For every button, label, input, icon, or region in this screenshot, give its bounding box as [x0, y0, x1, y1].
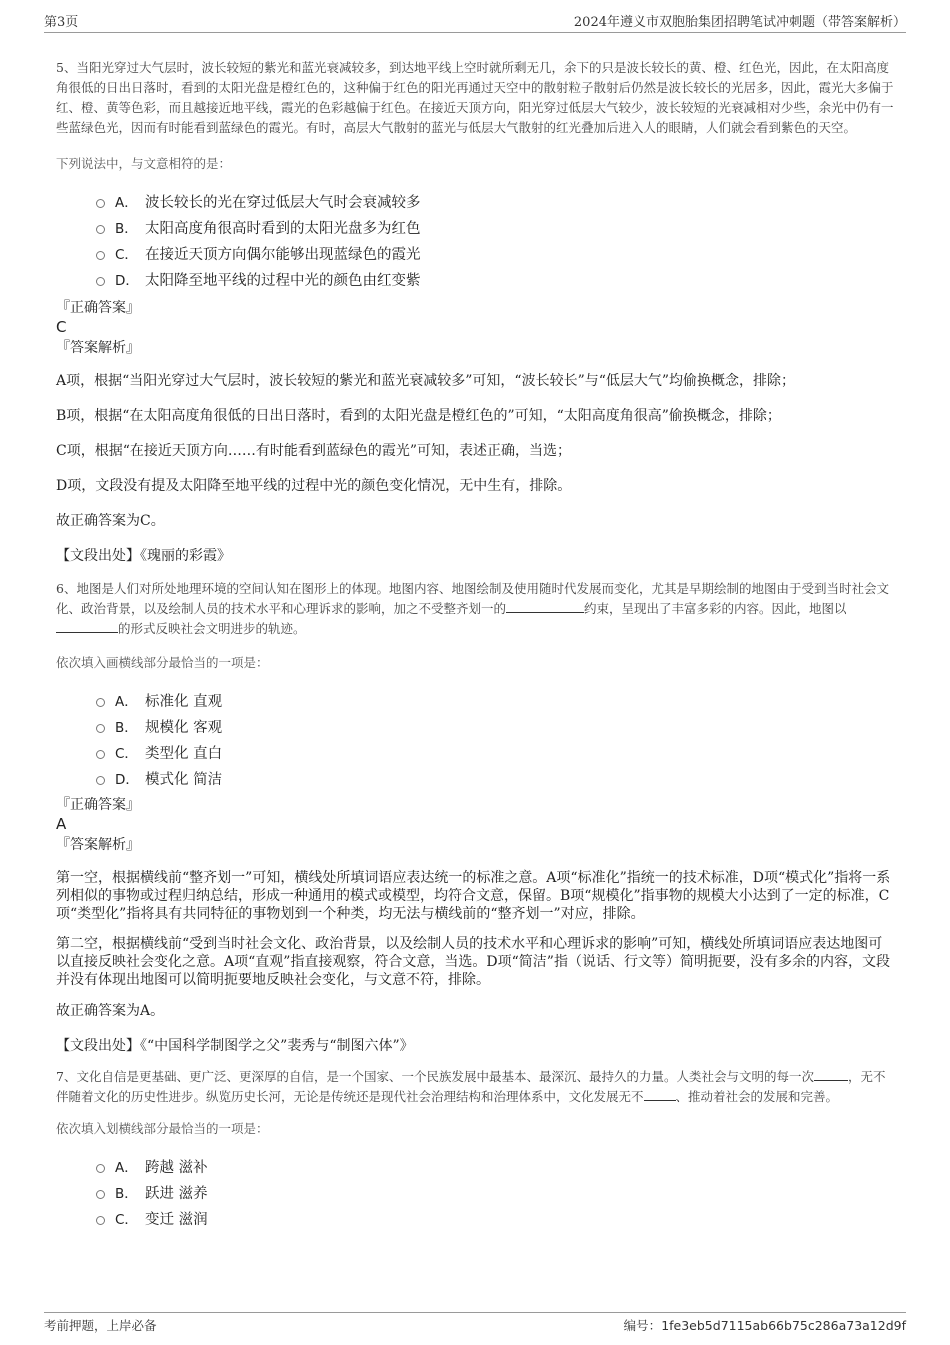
q7-passage: 7、文化自信是更基础、更广泛、更深厚的自信，是一个国家、一个民族发展中最基本、最深沉、最持久的力量。人类社会与文明的每一次 ，无不伴随着文化的历史性进步。纵览历史长河，无论是传统还是现代社会治理结构和治理体系中，文化发展无不 、推动着社会的发展和完善。: [56, 1069, 886, 1104]
q5-source: 【文段出处】《瑰丽的彩霞》: [56, 548, 231, 564]
q5-analysis-b: B项，根据“在太阳高度角很低的日出日落时，看到的太阳光盘是橙红色的”可知，“太阳高度角很高”偷换概念，排除；: [56, 408, 781, 424]
radio-icon[interactable]: [96, 251, 105, 260]
q5-option-c[interactable]: C． 在接近天顶方向偶尔能够出现蓝绿色的霞光: [96, 240, 896, 266]
q7-option-b[interactable]: B． 跃进 滋养: [96, 1179, 896, 1205]
radio-icon[interactable]: [96, 277, 105, 286]
q5-options: [96, 188, 896, 292]
q5-prompt: 下列说法中，与文意相符的是：: [56, 156, 232, 171]
q5-option-b[interactable]: B． 太阳高度角很高时看到的太阳光盘多为红色: [96, 214, 896, 240]
q5-passage: 5、当阳光穿过大气层时，波长较短的紫光和蓝光衰减较多，到达地平线上空时就所剩无几，余下的只是波长较长的黄、橙、红色光，因此，在太阳高度角很低的日出日落时，看到的太阳光盘是橙红色的，这种偏于红色的阳光再通过天空中的散射粒子散射后仍然是波长较长的光居多，因此，霞光大多偏于红、橙、黄等色彩，而且越接近地平线，霞光的色彩越偏于红色。在接近天顶方向，阳光穿过低层大气较少，波长较短的光衰减相对少些，余光中仍有一些蓝绿色光，因而有时能看到蓝绿色的霞光。有时，高层大气散射的蓝光与低层大气散射的红光叠加后进入人的眼睛，人们就会看到紫色的天空。: [56, 60, 894, 135]
q5-analysis-a: A项，根据“当阳光穿过大气层时，波长较短的紫光和蓝光衰减较多”可知，“波长较长”与“低层大气”均偷换概念，排除；: [56, 373, 796, 389]
q6-analysis-label: 『答案解析』: [56, 837, 140, 853]
q7-options: [96, 1153, 896, 1231]
radio-icon[interactable]: [96, 1164, 105, 1173]
q5-answer: C: [56, 318, 67, 336]
q6-prompt: 依次填入画横线部分最恰当的一项是：: [56, 655, 269, 670]
q6-option-a[interactable]: A． 标准化 直观: [96, 687, 896, 713]
blank-line: [644, 1088, 676, 1101]
q6-option-b[interactable]: B． 规模化 客观: [96, 713, 896, 739]
radio-icon[interactable]: [96, 225, 105, 234]
radio-icon[interactable]: [96, 698, 105, 707]
blank-line: [506, 600, 584, 613]
radio-icon[interactable]: [96, 1216, 105, 1225]
q5-analysis-label: 『答案解析』: [56, 340, 140, 356]
q5-answer-label: 『正确答案』: [56, 300, 140, 316]
q6-passage: 6、地图是人们对所处地理环境的空间认知在图形上的体现。地图内容、地图绘制及使用随时代发展而变化，尤其是早期绘制的地图由于受到当时社会文化、政治背景，以及绘制人员的技术水平和心理诉求的影响，加之不受整齐划一的 约束，呈现出了丰富多彩的内容。因此，地图以的形式反映社会文明进步的轨迹。: [56, 581, 889, 636]
q5-option-a[interactable]: A． 波长较长的光在穿过低层大气时会衰减较多: [96, 188, 896, 214]
q6-source: 【文段出处】《“中国科学制图学之父”裴秀与“制图六体”》: [56, 1038, 414, 1054]
page-header: [44, 14, 906, 33]
q6-option-c[interactable]: C． 类型化 直白: [96, 739, 896, 765]
q6-answer-label: 『正确答案』: [56, 797, 140, 813]
radio-icon[interactable]: [96, 724, 105, 733]
radio-icon[interactable]: [96, 199, 105, 208]
q6-answer: A: [56, 815, 67, 833]
document-content: [56, 58, 896, 1231]
radio-icon[interactable]: [96, 1190, 105, 1199]
blank-line: [814, 1068, 848, 1081]
q5-analysis-d: D项，文段没有提及太阳降至地平线的过程中光的颜色变化情况，无中生有，排除。: [56, 478, 572, 494]
document-title: 2024年遵义市双胞胎集团招聘笔试冲刺题（带答案解析）: [573, 15, 906, 30]
q7-option-a[interactable]: A． 跨越 滋补: [96, 1153, 896, 1179]
q7-option-c[interactable]: C． 变迁 滋润: [96, 1205, 896, 1231]
radio-icon[interactable]: [96, 750, 105, 759]
page-footer: [44, 1312, 906, 1337]
page-number: 第3页: [44, 15, 79, 30]
document-code: 编号：1fe3eb5d7115ab66b75c286a73a12d9f: [623, 1318, 906, 1333]
q6-options: [96, 687, 896, 791]
q5-conclusion: 故正确答案为C。: [56, 513, 165, 529]
radio-icon[interactable]: [96, 776, 105, 785]
footer-slogan: 考前押题，上岸必备: [44, 1318, 157, 1333]
q6-option-d[interactable]: D． 模式化 简洁: [96, 765, 896, 791]
q5-option-d[interactable]: D． 太阳降至地平线的过程中光的颜色由红变紫: [96, 266, 896, 292]
q6-conclusion: 故正确答案为A。: [56, 1003, 165, 1019]
q6-analysis-blank1: 第一空，根据横线前“整齐划一”可知，横线处所填词语应表达统一的标准之意。A项“标准化”指统一的技术标准，D项“模式化”指将一系列相似的事物或过程归纳总结，形成一种通用的模式或模型，均符合文意，保留。B项“规模化”指事物的规模大小达到了一定的标准，C项“类型化”指将具有共同特征的事物划到一个种类，均无法与横线前的“整齐划一”对应，排除。: [56, 870, 891, 922]
q6-analysis-blank2: 第二空，根据横线前“受到当时社会文化、政治背景，以及绘制人员的技术水平和心理诉求的影响”可知，横线处所填词语应表达地图可以直接反映社会变化之意。A项“直观”指直接观察，符合文意，当选。D项“简洁”指（说话、行文等）简明扼要，没有多余的内容，文段并没有体现出地图可以简明扼要地反映社会变化，与文意不符，排除。: [56, 936, 890, 988]
blank-line: [56, 620, 118, 633]
q5-analysis-c: C项，根据“在接近天顶方向……有时能看到蓝绿色的霞光”可知，表述正确，当选；: [56, 443, 572, 459]
q7-prompt: 依次填入划横线部分最恰当的一项是：: [56, 1121, 269, 1136]
